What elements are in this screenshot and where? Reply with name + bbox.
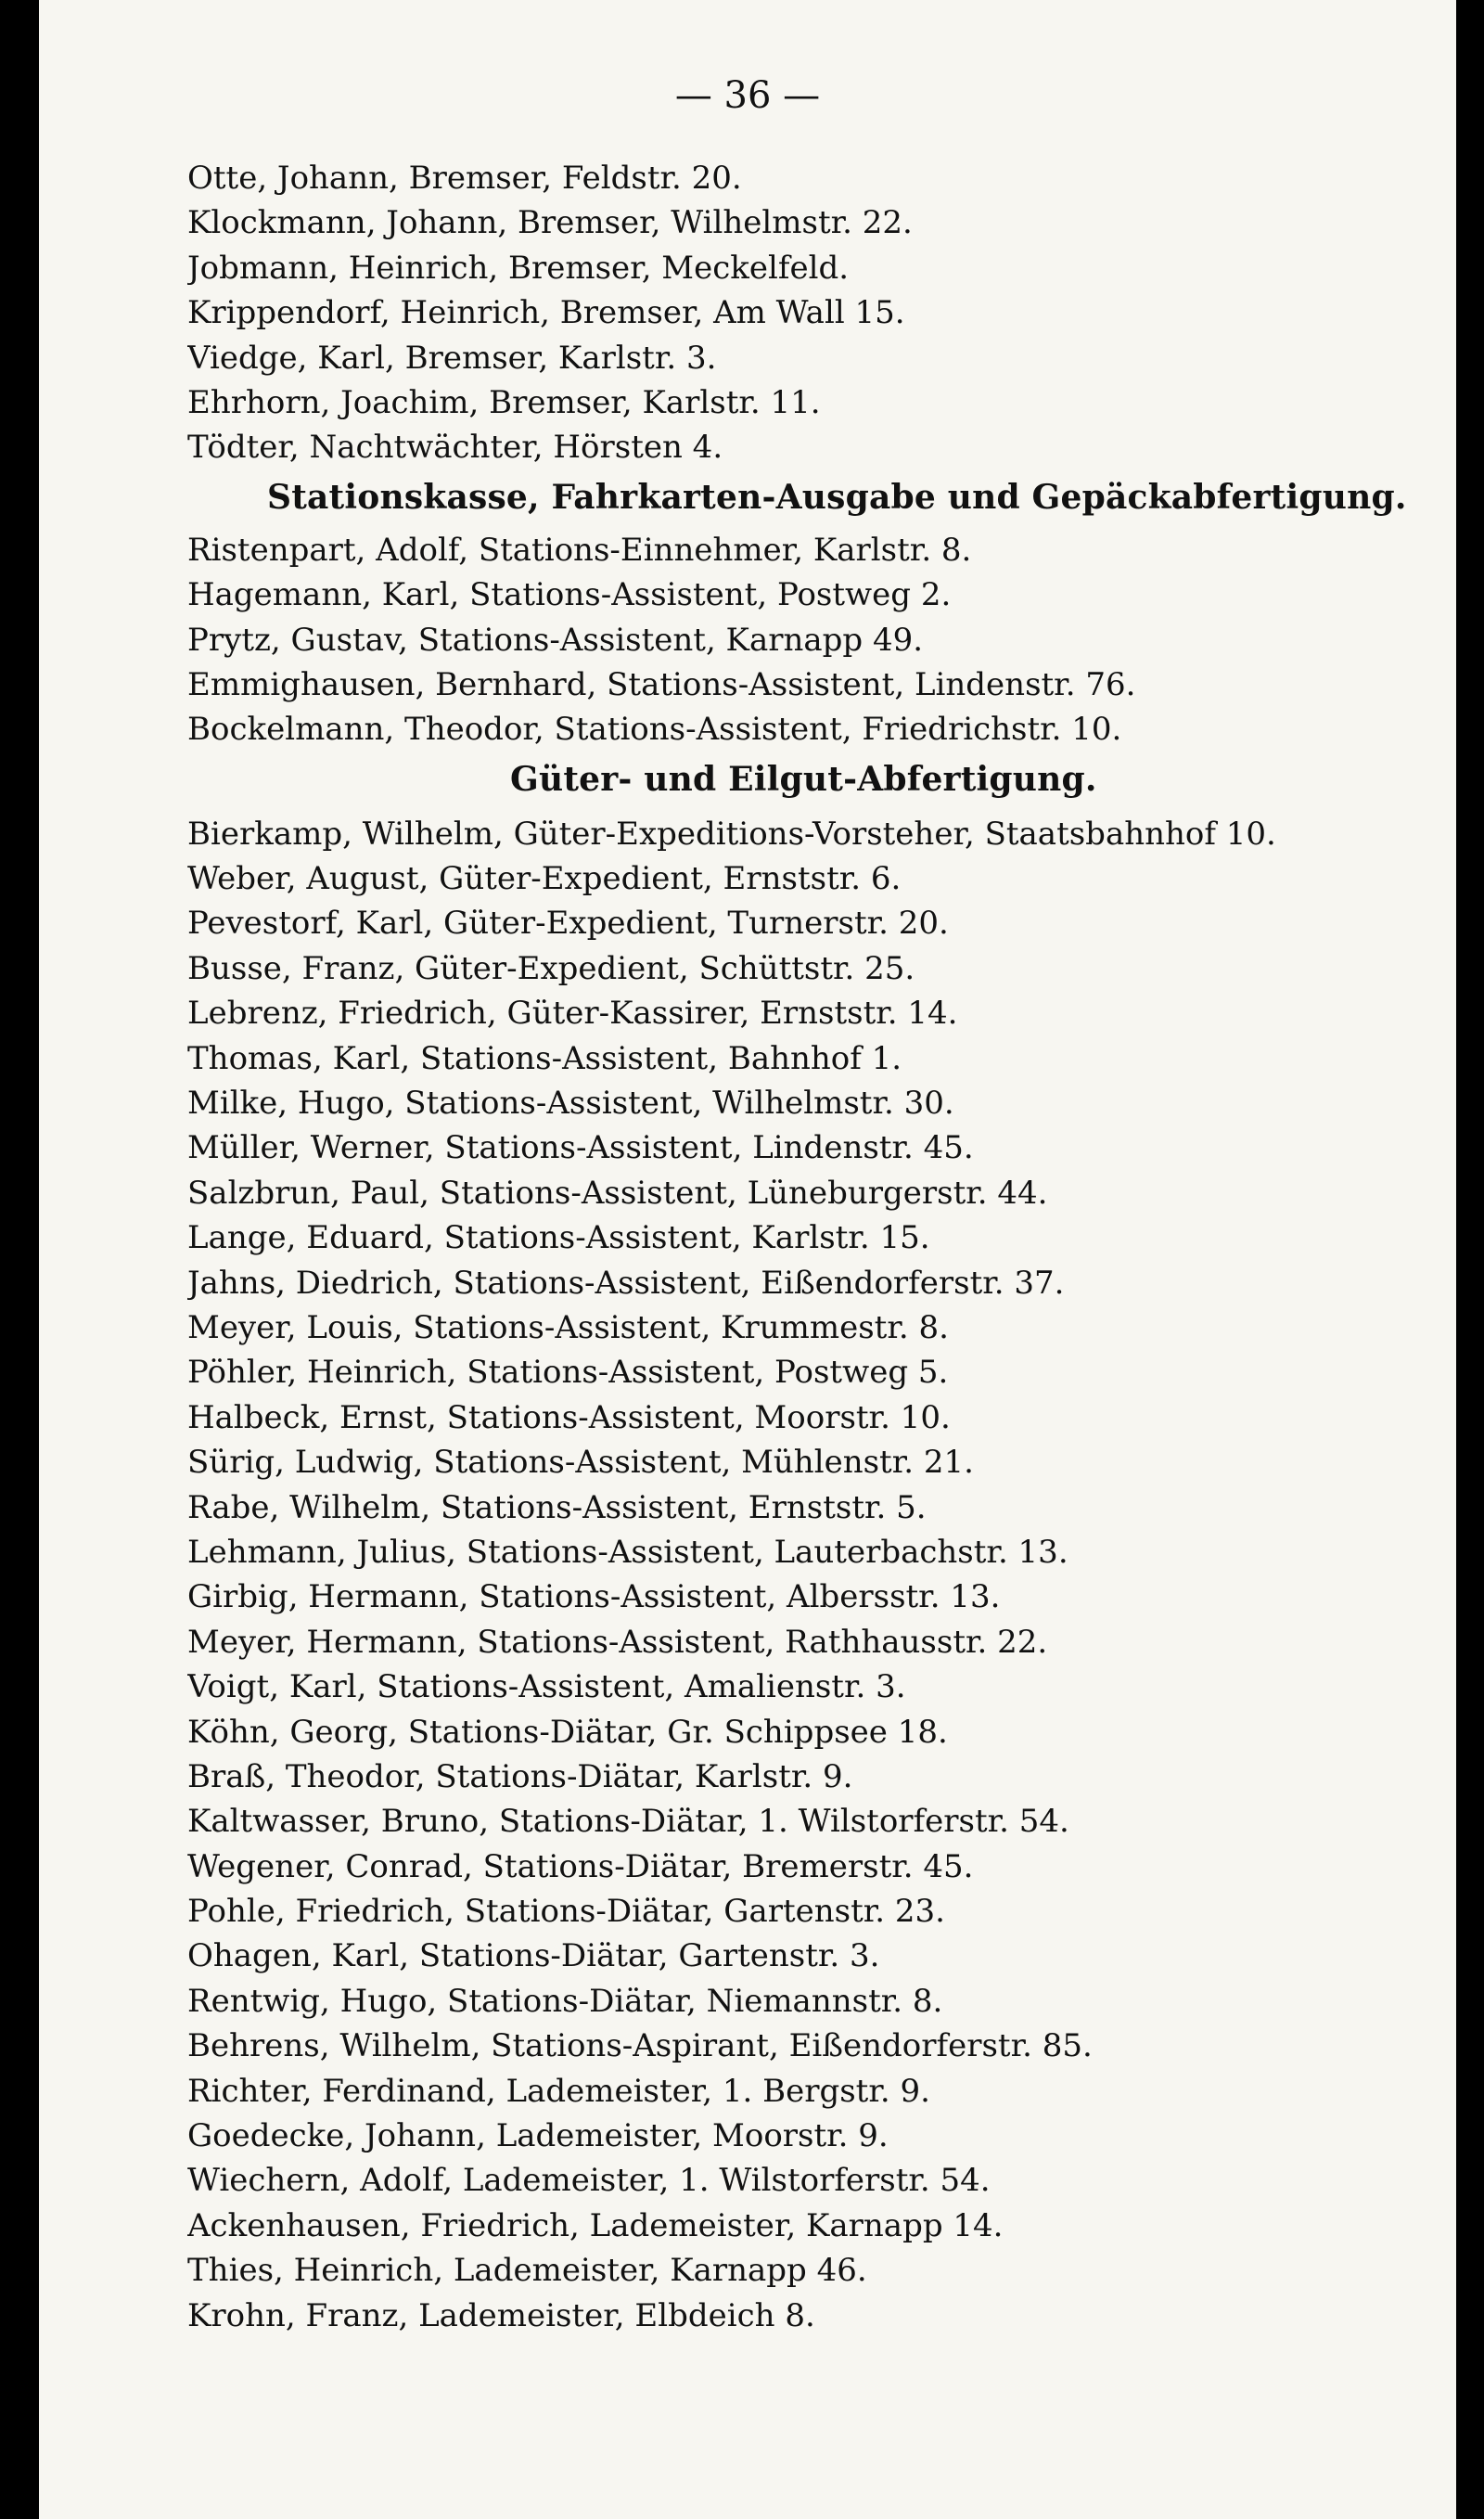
group-stationskasse	[187, 528, 1456, 752]
list-item: Bockelmann, Theodor, Stations-Assistent, Friedrichstr. 10.	[187, 711, 1122, 749]
list-item: Busse, Franz, Güter-Expedient, Schüttstr. 25.	[187, 949, 915, 987]
list-item: Wiechern, Adolf, Lademeister, 1. Wilstorferstr. 54.	[187, 2162, 991, 2200]
list-item: Thies, Heinrich, Lademeister, Karnapp 46.	[187, 2252, 867, 2290]
group-gueter-abfertigung	[187, 812, 1456, 2338]
list-item: Viedge, Karl, Bremser, Karlstr. 3.	[187, 339, 717, 377]
list-item: Ohagen, Karl, Stations-Diätar, Gartenstr. 3.	[187, 1937, 880, 1975]
list-item: Pevestorf, Karl, Güter-Expedient, Turnerstr. 20.	[187, 905, 949, 943]
list-item: Ehrhorn, Joachim, Bremser, Karlstr. 11.	[187, 383, 821, 421]
list-item: Goedecke, Johann, Lademeister, Moorstr. 9.	[187, 2117, 889, 2155]
page-number: — 36 —	[674, 74, 821, 117]
list-item: Richter, Ferdinand, Lademeister, 1. Bergstr. 9.	[187, 2072, 930, 2110]
list-item: Lehmann, Julius, Stations-Assistent, Lauterbachstr. 13.	[187, 1533, 1068, 1571]
section-heading-stationskasse: Stationskasse, Fahrkarten-Ausgabe und Gepäckabfertigung.	[267, 477, 1407, 517]
list-item: Girbig, Hermann, Stations-Assistent, Albersstr. 13.	[187, 1578, 1001, 1616]
list-item: Köhn, Georg, Stations-Diätar, Gr. Schippsee 18.	[187, 1713, 948, 1751]
list-item: Otte, Johann, Bremser, Feldstr. 20.	[187, 160, 742, 197]
directory-listing	[187, 156, 1456, 2338]
list-item: Tödter, Nachtwächter, Hörsten 4.	[187, 429, 723, 467]
list-item: Meyer, Louis, Stations-Assistent, Krummestr. 8.	[187, 1308, 949, 1346]
book-page	[39, 0, 1456, 2519]
list-item: Halbeck, Ernst, Stations-Assistent, Moorstr. 10.	[187, 1398, 951, 1436]
list-item: Wegener, Conrad, Stations-Diätar, Bremerstr. 45.	[187, 1847, 974, 1885]
list-item: Prytz, Gustav, Stations-Assistent, Karnapp 49.	[187, 621, 924, 659]
list-item: Pohle, Friedrich, Stations-Diätar, Gartenstr. 23.	[187, 1893, 945, 1931]
list-item: Lebrenz, Friedrich, Güter-Kassirer, Ernststr. 14.	[187, 995, 958, 1033]
list-item: Meyer, Hermann, Stations-Assistent, Rathhausstr. 22.	[187, 1623, 1048, 1661]
list-item: Thomas, Karl, Stations-Assistent, Bahnhof 1.	[187, 1039, 902, 1077]
list-item: Weber, August, Güter-Expedient, Ernststr. 6.	[187, 860, 902, 898]
list-item: Krohn, Franz, Lademeister, Elbdeich 8.	[187, 2296, 815, 2334]
list-item: Klockmann, Johann, Bremser, Wilhelmstr. 22.	[187, 204, 913, 242]
list-item: Milke, Hugo, Stations-Assistent, Wilhelmstr. 30.	[187, 1085, 954, 1123]
list-item: Kaltwasser, Bruno, Stations-Diätar, 1. Wilstorferstr. 54.	[187, 1803, 1069, 1841]
list-item: Salzbrun, Paul, Stations-Assistent, Lüneburgerstr. 44.	[187, 1174, 1048, 1212]
list-item: Bierkamp, Wilhelm, Güter-Expeditions-Vorsteher, Staatsbahnhof 10.	[187, 815, 1276, 853]
list-item: Rentwig, Hugo, Stations-Diätar, Niemannstr. 8.	[187, 1982, 943, 2020]
list-item: Behrens, Wilhelm, Stations-Aspirant, Eißendorferstr. 85.	[187, 2027, 1093, 2065]
list-item: Voigt, Karl, Stations-Assistent, Amalienstr. 3.	[187, 1668, 906, 1706]
list-item: Braß, Theodor, Stations-Diätar, Karlstr. 9.	[187, 1757, 853, 1795]
list-item: Sürig, Ludwig, Stations-Assistent, Mühlenstr. 21.	[187, 1444, 974, 1482]
section-heading-gueter-abfertigung: Güter- und Eilgut-Abfertigung.	[510, 759, 1097, 799]
list-item: Rabe, Wilhelm, Stations-Assistent, Ernststr. 5.	[187, 1488, 927, 1526]
list-item: Ackenhausen, Friedrich, Lademeister, Karnapp 14.	[187, 2206, 1004, 2244]
list-item: Jobmann, Heinrich, Bremser, Meckelfeld.	[187, 249, 850, 287]
list-item: Hagemann, Karl, Stations-Assistent, Postweg 2.	[187, 576, 952, 614]
group-bremser	[187, 156, 1456, 470]
list-item: Ristenpart, Adolf, Stations-Einnehmer, Karlstr. 8.	[187, 531, 972, 569]
list-item: Lange, Eduard, Stations-Assistent, Karlstr. 15.	[187, 1219, 930, 1257]
list-item: Krippendorf, Heinrich, Bremser, Am Wall 15.	[187, 294, 905, 332]
list-item: Müller, Werner, Stations-Assistent, Lindenstr. 45.	[187, 1129, 974, 1167]
list-item: Emmighausen, Bernhard, Stations-Assistent, Lindenstr. 76.	[187, 665, 1136, 703]
list-item: Jahns, Diedrich, Stations-Assistent, Eißendorferstr. 37.	[187, 1264, 1065, 1302]
list-item: Pöhler, Heinrich, Stations-Assistent, Postweg 5.	[187, 1354, 949, 1392]
